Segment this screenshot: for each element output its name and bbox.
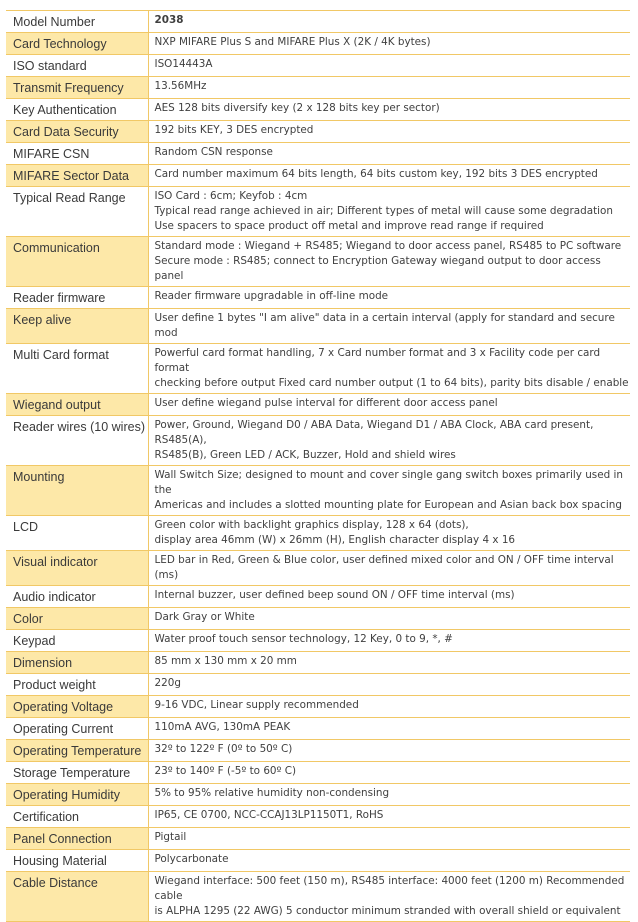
spec-value: LED bar in Red, Green & Blue color, user defined mixed color and ON / OFF time interval (ms) (148, 551, 630, 586)
spec-row (6, 551, 630, 586)
spec-row (6, 718, 630, 740)
spec-row (6, 143, 630, 165)
spec-label: Visual indicator (6, 551, 148, 586)
spec-row (6, 516, 630, 551)
spec-label: Keep alive (6, 309, 148, 344)
spec-row (6, 674, 630, 696)
spec-row (6, 416, 630, 466)
spec-label: Color (6, 608, 148, 630)
spec-row (6, 762, 630, 784)
spec-value: Dark Gray or White (148, 608, 630, 630)
spec-value: 192 bits KEY, 3 DES encrypted (148, 121, 630, 143)
spec-row (6, 344, 630, 394)
spec-label: MIFARE CSN (6, 143, 148, 165)
spec-value: ISO14443A (148, 55, 630, 77)
spec-value: Wiegand interface: 500 feet (150 m), RS485 interface: 4000 feet (1200 m) Recommended cable is ALPHA 1295 (22 AWG) 5 conductor minimum stranded with overall shield or equivalent (148, 872, 630, 922)
spec-label: Multi Card format (6, 344, 148, 394)
spec-value: Internal buzzer, user defined beep sound ON / OFF time interval (ms) (148, 586, 630, 608)
spec-label: Model Number (6, 11, 148, 33)
spec-value: IP65, CE 0700, NCC-CCAJ13LP1150T1, RoHS (148, 806, 630, 828)
specification-table (6, 10, 630, 922)
spec-sheet (6, 10, 630, 922)
spec-label: Reader firmware (6, 287, 148, 309)
spec-label: Mounting (6, 466, 148, 516)
spec-value: 2038 (148, 11, 630, 33)
spec-value: AES 128 bits diversify key (2 x 128 bits key per sector) (148, 99, 630, 121)
spec-row (6, 630, 630, 652)
spec-label: Certification (6, 806, 148, 828)
spec-row (6, 287, 630, 309)
spec-label: Keypad (6, 630, 148, 652)
spec-value: Powerful card format handling, 7 x Card number format and 3 x Facility code per card format checking before output Fixed card number output (1 to 64 bits), parity bits disable / enable (148, 344, 630, 394)
spec-row (6, 11, 630, 33)
spec-label: Transmit Frequency (6, 77, 148, 99)
spec-row (6, 806, 630, 828)
spec-label: Card Data Security (6, 121, 148, 143)
spec-value: Power, Ground, Wiegand D0 / ABA Data, Wiegand D1 / ABA Clock, ABA card present, RS485(A), RS485(B), Green LED / ACK, Buzzer, Hold and shield wires (148, 416, 630, 466)
spec-value: Wall Switch Size; designed to mount and cover single gang switch boxes primarily used in the Americas and includes a slotted mounting plate for European and Asian back box spacing (148, 466, 630, 516)
spec-label: ISO standard (6, 55, 148, 77)
spec-value: Water proof touch sensor technology, 12 Key, 0 to 9, *, # (148, 630, 630, 652)
spec-label: Key Authentication (6, 99, 148, 121)
spec-label: Wiegand output (6, 394, 148, 416)
spec-row (6, 608, 630, 630)
spec-row (6, 121, 630, 143)
spec-label: Reader wires (10 wires) (6, 416, 148, 466)
spec-row (6, 187, 630, 237)
spec-row (6, 466, 630, 516)
spec-row (6, 784, 630, 806)
spec-value: Green color with backlight graphics display, 128 x 64 (dots), display area 46mm (W) x 26mm (H), English character display 4 x 16 (148, 516, 630, 551)
spec-row (6, 309, 630, 344)
spec-label: Audio indicator (6, 586, 148, 608)
spec-value: 220g (148, 674, 630, 696)
spec-row (6, 696, 630, 718)
spec-row (6, 850, 630, 872)
spec-value: Reader firmware upgradable in off-line mode (148, 287, 630, 309)
spec-row (6, 872, 630, 922)
spec-label: LCD (6, 516, 148, 551)
spec-row (6, 99, 630, 121)
spec-label: Storage Temperature (6, 762, 148, 784)
spec-value: ISO Card : 6cm; Keyfob : 4cm Typical read range achieved in air; Different types of metal will cause some degradation Use spacers to space product off metal and improve read range if required (148, 187, 630, 237)
spec-label: Typical Read Range (6, 187, 148, 237)
spec-value: 9-16 VDC, Linear supply recommended (148, 696, 630, 718)
spec-label: Product weight (6, 674, 148, 696)
spec-row (6, 33, 630, 55)
spec-row (6, 740, 630, 762)
spec-label: Operating Temperature (6, 740, 148, 762)
spec-label: Communication (6, 237, 148, 287)
spec-row (6, 586, 630, 608)
spec-label: Dimension (6, 652, 148, 674)
spec-row (6, 165, 630, 187)
spec-row (6, 237, 630, 287)
spec-row (6, 828, 630, 850)
spec-label: Operating Humidity (6, 784, 148, 806)
spec-value: 32º to 122º F (0º to 50º C) (148, 740, 630, 762)
spec-label: Panel Connection (6, 828, 148, 850)
spec-label: Housing Material (6, 850, 148, 872)
spec-value: 85 mm x 130 mm x 20 mm (148, 652, 630, 674)
spec-label: Cable Distance (6, 872, 148, 922)
spec-row (6, 652, 630, 674)
spec-value: Pigtail (148, 828, 630, 850)
spec-label: Operating Current (6, 718, 148, 740)
spec-value: Card number maximum 64 bits length, 64 bits custom key, 192 bits 3 DES encrypted (148, 165, 630, 187)
spec-value: User define wiegand pulse interval for different door access panel (148, 394, 630, 416)
specification-table-body (6, 11, 630, 922)
spec-row (6, 55, 630, 77)
spec-label: Card Technology (6, 33, 148, 55)
spec-value: 13.56MHz (148, 77, 630, 99)
spec-value: 5% to 95% relative humidity non-condensing (148, 784, 630, 806)
spec-row (6, 77, 630, 99)
spec-row (6, 394, 630, 416)
spec-value: Random CSN response (148, 143, 630, 165)
spec-label: MIFARE Sector Data (6, 165, 148, 187)
spec-value: Standard mode : Wiegand + RS485; Wiegand to door access panel, RS485 to PC software Secure mode : RS485; connect to Encryption Gateway wiegand output to door access panel (148, 237, 630, 287)
spec-value: Polycarbonate (148, 850, 630, 872)
spec-label: Operating Voltage (6, 696, 148, 718)
spec-value: 110mA AVG, 130mA PEAK (148, 718, 630, 740)
spec-value: 23º to 140º F (-5º to 60º C) (148, 762, 630, 784)
spec-value: User define 1 bytes "I am alive" data in a certain interval (apply for standard and secure mod (148, 309, 630, 344)
spec-value: NXP MIFARE Plus S and MIFARE Plus X (2K / 4K bytes) (148, 33, 630, 55)
